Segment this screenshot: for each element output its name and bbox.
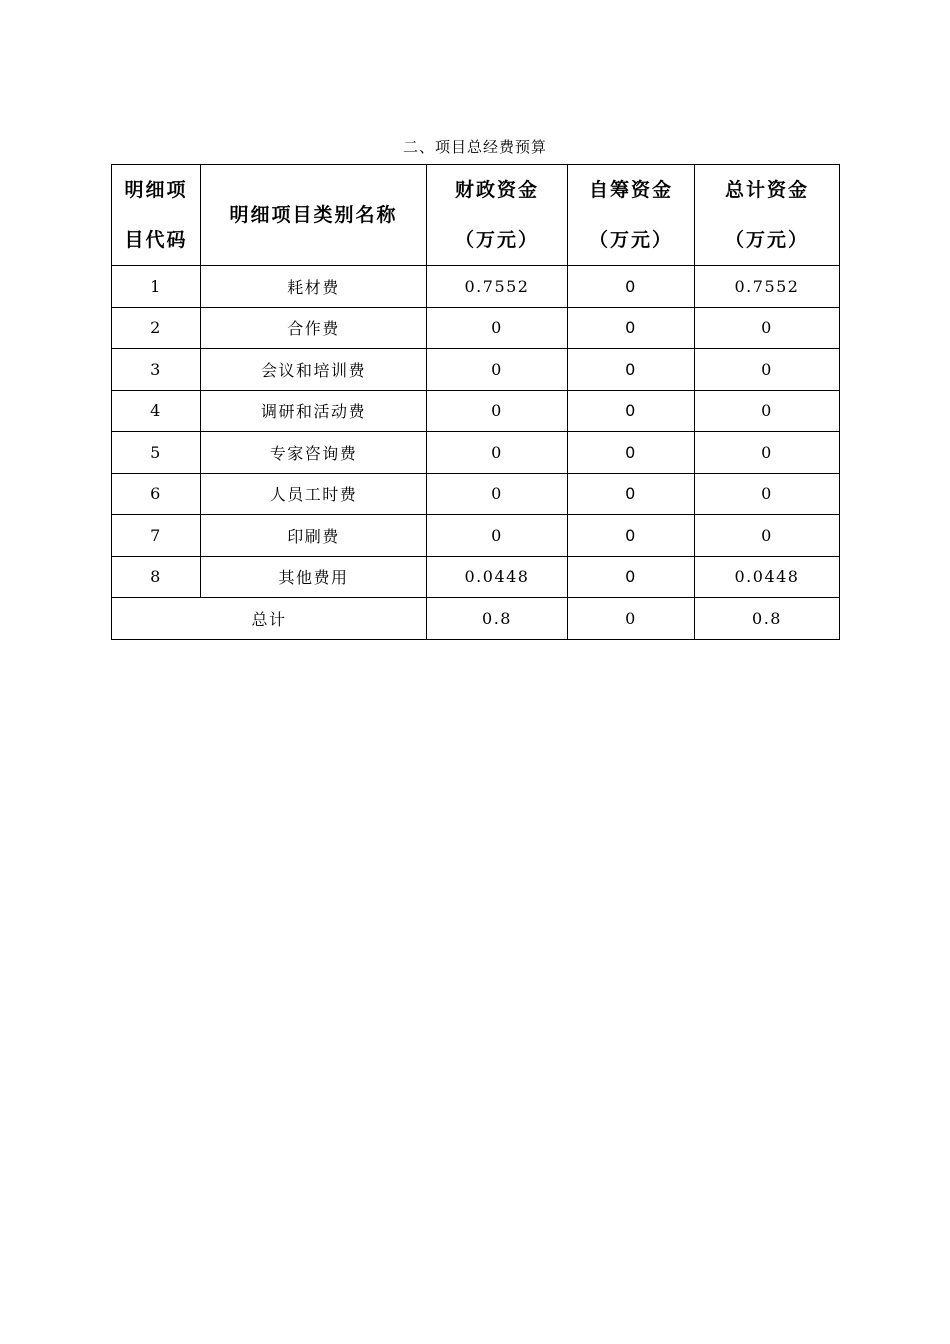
row-self: 0 xyxy=(568,432,695,474)
row-self: 0 xyxy=(568,266,695,308)
table-row xyxy=(112,390,840,432)
table-row xyxy=(112,349,840,391)
row-name: 其他费用 xyxy=(201,556,427,598)
page-title: 二、项目总经费预算 xyxy=(402,138,547,156)
row-self: 0 xyxy=(568,349,695,391)
row-code: 3 xyxy=(112,349,201,391)
row-fiscal: 0.7552 xyxy=(427,266,568,308)
row-code: 1 xyxy=(112,266,201,308)
summary-self: 0 xyxy=(568,598,695,640)
header-fiscal xyxy=(427,165,568,266)
header-fiscal-line1: 财政资金 xyxy=(454,179,539,201)
row-total: 0 xyxy=(695,349,840,391)
row-fiscal: 0 xyxy=(427,349,568,391)
row-self: 0 xyxy=(568,556,695,598)
row-total: 0 xyxy=(695,473,840,515)
header-code xyxy=(112,165,201,266)
header-fiscal-line2: （万元） xyxy=(454,229,539,251)
row-self: 0 xyxy=(568,515,695,557)
summary-fiscal: 0.8 xyxy=(427,598,568,640)
row-self: 0 xyxy=(568,390,695,432)
table-row xyxy=(112,266,840,308)
row-name: 人员工时费 xyxy=(201,473,427,515)
header-total-line2: （万元） xyxy=(724,229,809,251)
header-code-line2: 目代码 xyxy=(124,229,188,251)
row-name: 专家咨询费 xyxy=(201,432,427,474)
header-self-line2: （万元） xyxy=(588,229,673,251)
row-code: 7 xyxy=(112,515,201,557)
row-fiscal: 0 xyxy=(427,432,568,474)
row-name: 合作费 xyxy=(201,307,427,349)
row-code: 4 xyxy=(112,390,201,432)
row-code: 6 xyxy=(112,473,201,515)
row-code: 2 xyxy=(112,307,201,349)
header-self-line1: 自筹资金 xyxy=(588,179,673,201)
table-row xyxy=(112,307,840,349)
row-total: 0 xyxy=(695,432,840,474)
row-name: 印刷费 xyxy=(201,515,427,557)
table-row xyxy=(112,473,840,515)
row-total: 0 xyxy=(695,515,840,557)
header-name: 明细项目类别名称 xyxy=(201,165,427,266)
summary-label: 总计 xyxy=(112,598,427,640)
row-self: 0 xyxy=(568,473,695,515)
table-row xyxy=(112,432,840,474)
row-self: 0 xyxy=(568,307,695,349)
row-total: 0 xyxy=(695,390,840,432)
row-code: 8 xyxy=(112,556,201,598)
header-total xyxy=(695,165,840,266)
row-total: 0 xyxy=(695,307,840,349)
row-code: 5 xyxy=(112,432,201,474)
header-self xyxy=(568,165,695,266)
table-row xyxy=(112,556,840,598)
row-fiscal: 0 xyxy=(427,307,568,349)
row-fiscal: 0 xyxy=(427,473,568,515)
row-fiscal: 0 xyxy=(427,390,568,432)
row-name: 调研和活动费 xyxy=(201,390,427,432)
row-name: 耗材费 xyxy=(201,266,427,308)
row-total: 0.7552 xyxy=(695,266,840,308)
row-name: 会议和培训费 xyxy=(201,349,427,391)
row-fiscal: 0.0448 xyxy=(427,556,568,598)
table-row xyxy=(112,515,840,557)
row-fiscal: 0 xyxy=(427,515,568,557)
summary-total: 0.8 xyxy=(695,598,840,640)
budget-table xyxy=(111,164,840,640)
summary-row xyxy=(112,598,840,640)
header-total-line1: 总计资金 xyxy=(724,179,809,201)
header-code-line1: 明细项 xyxy=(124,179,188,201)
header-row xyxy=(112,165,840,266)
row-total: 0.0448 xyxy=(695,556,840,598)
